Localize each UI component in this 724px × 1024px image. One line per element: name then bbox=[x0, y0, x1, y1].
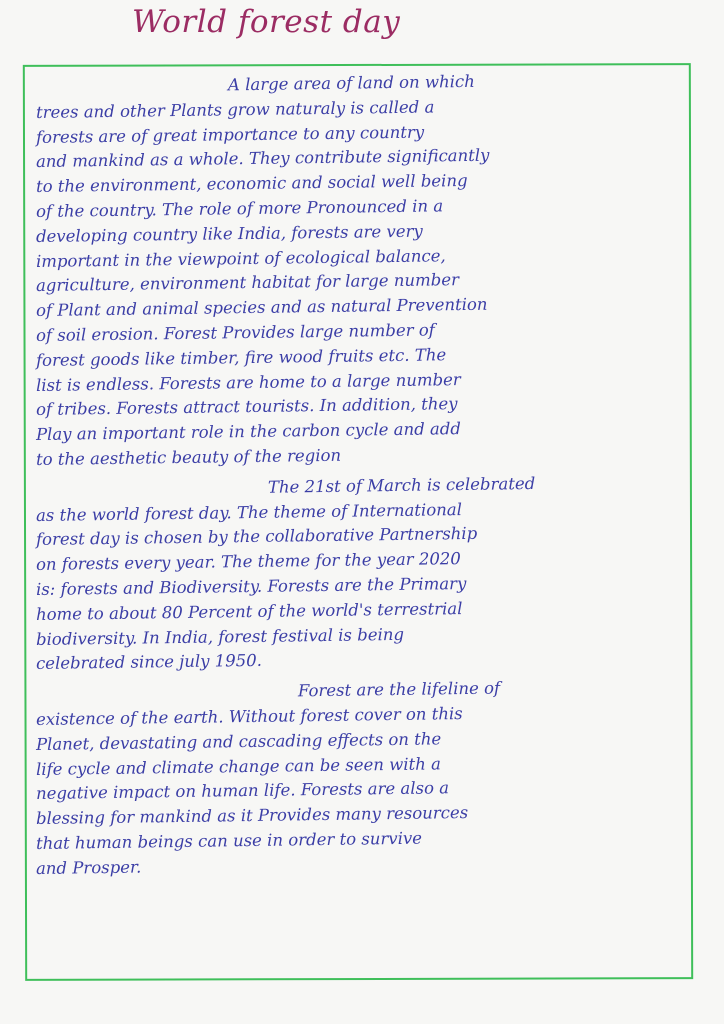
essay-line: celebrated since july 1950. bbox=[35, 651, 263, 674]
essay-line: negative impact on human life. Forests are also a bbox=[35, 778, 450, 804]
essay-line: list is endless. Forests are home to a large number bbox=[35, 369, 461, 395]
essay-line: agriculture, environment habitat for large number bbox=[35, 270, 460, 296]
essay-line: Planet, devastating and cascading effects on the bbox=[35, 729, 442, 754]
essay-paragraph bbox=[35, 71, 676, 473]
essay-line: existence of the earth. Without forest cover on this bbox=[35, 703, 463, 729]
essay-line: and Prosper. bbox=[35, 857, 142, 878]
essay-line: of Plant and animal species and as natural Prevention bbox=[35, 294, 488, 321]
essay-body bbox=[35, 71, 676, 882]
essay-paragraph bbox=[35, 678, 676, 881]
page-title: World forest day bbox=[132, 4, 401, 40]
essay-paragraph bbox=[35, 473, 676, 677]
essay-line: to the environment, economic and social well being bbox=[35, 171, 468, 197]
essay-line: Forest are the lifeline of bbox=[297, 678, 501, 701]
essay-line: The 21st of March is celebrated bbox=[267, 473, 536, 497]
essay-line: forest day is chosen by the collaborative Partnership bbox=[35, 524, 478, 550]
essay-line: as the world forest day. The theme of International bbox=[35, 499, 463, 525]
essay-line: is: forests and Biodiversity. Forests are the Primary bbox=[35, 573, 467, 599]
essay-line: on forests every year. The theme for the year 2020 bbox=[35, 549, 462, 575]
essay-line: life cycle and climate change can be seen with a bbox=[35, 753, 442, 779]
essay-line: forest goods like timber, fire wood fruits etc. The bbox=[35, 345, 447, 370]
essay-line: important in the viewpoint of ecological balance, bbox=[35, 245, 446, 271]
essay-line: trees and other Plants grow naturaly is called a bbox=[35, 97, 435, 122]
essay-line: home to about 80 Percent of the world's terrestrial bbox=[35, 598, 463, 624]
essay-line: developing country like India, forests are very bbox=[35, 221, 423, 246]
essay-line: Play an important role in the carbon cycle and add bbox=[35, 419, 462, 445]
essay-line: to the aesthetic beauty of the region bbox=[35, 445, 342, 469]
essay-line: blessing for mankind as it Provides many resources bbox=[35, 803, 469, 829]
essay-line: that human beings can use in order to survive bbox=[35, 828, 423, 853]
essay-line: of soil erosion. Forest Provides large number of bbox=[35, 320, 435, 345]
essay-line: of the country. The role of more Pronounced in a bbox=[35, 196, 444, 221]
essay-line: biodiversity. In India, forest festival is being bbox=[35, 624, 405, 649]
essay-line: and mankind as a whole. They contribute significantly bbox=[35, 146, 490, 172]
essay-line: of tribes. Forests attract tourists. In addition, they bbox=[35, 394, 458, 420]
essay-line: forests are of great importance to any country bbox=[35, 122, 425, 147]
essay-line: A large area of land on which bbox=[227, 71, 475, 95]
